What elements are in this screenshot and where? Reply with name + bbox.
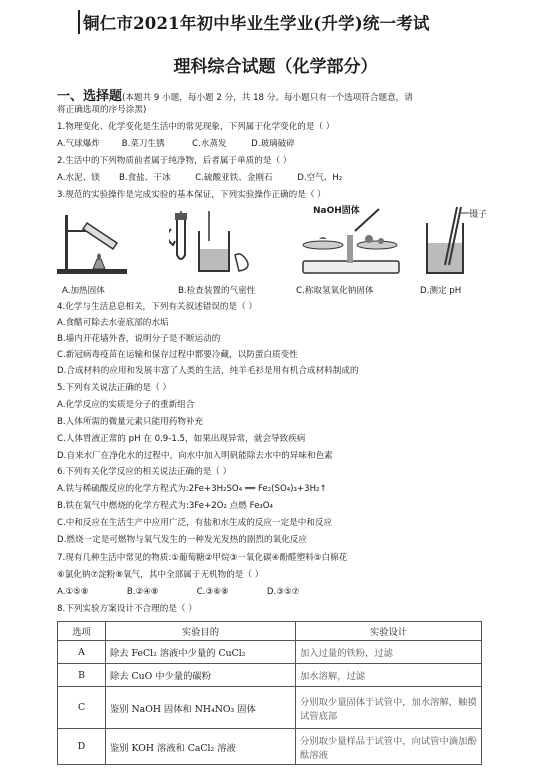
table-header-cell: 实验目的 <box>106 622 296 641</box>
q7-stem-line2: ⑥氯化钠⑦淀粉⑧氧气，其中全部属于无机物的是（ ） <box>57 570 264 580</box>
q7-options: A.①⑤⑧ B.②④⑧ C.③⑥⑧ D.③⑤⑦ <box>57 587 300 597</box>
table-cell: 分别取少量固体于试管中，加水溶解，触摸试管底部 <box>296 687 482 729</box>
q1-stem: 1.物理变化、化学变化是生活中的常见现象，下列属于化学变化的是（ ） <box>57 122 335 132</box>
q6-option-c: C.中和反应在生活生产中应用广泛，有盐和水生成的反应一定是中和反应 <box>57 518 333 528</box>
q5-stem: 5.下列有关说法正确的是（ ） <box>57 383 172 393</box>
section-title: 一、选择题 <box>57 89 123 104</box>
q3-option-c: C.称取氢氧化钠固体 <box>296 286 374 296</box>
table-header-row <box>58 622 482 641</box>
table-row <box>58 687 482 729</box>
airtightness-figure <box>169 211 259 275</box>
q3-option-a: A.加热固体 <box>62 286 105 296</box>
table-header-cell: 选项 <box>58 622 106 641</box>
q5-option-c: C.人体胃液正常的 pH 在 0.9-1.5，如果出现异常，就会导致疾病 <box>57 434 306 444</box>
q3-stem: 3.规范的实验操作是完成实验的基本保证，下列实验操作正确的是（ ） <box>57 190 326 200</box>
q4-option-b: B.墙内开花墙外香，说明分子是不断运动的 <box>57 334 221 344</box>
q8-stem: 8.下列实验方案设计不合理的是（ ） <box>57 604 197 614</box>
q5-option-a: A.化学反应的实质是分子的重新组合 <box>57 400 195 410</box>
q1-options: A.气球爆炸 B.菜刀生锈 C.水蒸发 D.玻璃破碎 <box>57 139 295 149</box>
section-heading <box>57 85 413 104</box>
balance-figure <box>295 203 405 279</box>
table-cell: 加入过量的铁粉，过滤 <box>296 641 482 664</box>
table-row <box>58 729 482 765</box>
table-cell: 除去 CuO 中少量的碳粉 <box>106 664 296 687</box>
table-cell: 加水溶解，过滤 <box>296 664 482 687</box>
table-row <box>58 641 482 664</box>
naoh-label: NaOH固体 <box>313 206 360 216</box>
q3-figures <box>57 203 487 281</box>
table-cell: C <box>58 687 106 729</box>
table-header-cell: 实验设计 <box>296 622 482 641</box>
tweezers-label: 镊子 <box>469 210 488 220</box>
heating-solid-figure <box>57 209 137 275</box>
table-cell: 鉴别 KOH 溶液和 CaCl₂ 溶液 <box>106 729 296 765</box>
q3-option-d: D.测定 pH <box>420 286 462 296</box>
q6-option-a: A.铁与稀硫酸反应的化学方程式为:2Fe+3H₂SO₄ ══ Fe₂(SO₄)₃+3H₂↑ <box>57 484 327 494</box>
q4-option-a: A.食醋可除去水壶底部的水垢 <box>57 318 169 328</box>
q8-table <box>57 621 482 765</box>
q4-option-d: D.合成材料的应用和发展丰富了人类的生活，纯羊毛衫是用有机合成材料制成的 <box>57 366 359 376</box>
exam-subtitle: 理科综合试题（化学部分） <box>173 57 378 77</box>
q5-option-d: D.自来水厂在净化水的过程中，向水中加入明矾能除去水中的异味和色素 <box>57 451 333 461</box>
q2-options: A.水泥、镁 B.食盐、干冰 C.硫酸亚铁、金刚石 D.空气、H₂ <box>57 173 343 183</box>
ph-test-figure <box>417 203 497 279</box>
q7-stem-line1: 7.现有几种生活中常见的物质:①葡萄糖②甲烷③一氧化碳④酚醛塑料⑤白棉花 <box>57 553 348 563</box>
table-cell: 鉴别 NaOH 固体和 NH₄NO₃ 固体 <box>106 687 296 729</box>
table-cell: A <box>58 641 106 664</box>
section-note: (本题共 9 小题，每小题 2 分，共 18 分。每小题只有一个选项符合题意，请 <box>122 93 413 103</box>
exam-title: 铜仁市2021年初中毕业生学业(升学)统一考试 <box>78 10 478 34</box>
q6-stem: 6.下列有关化学反应的相关说法正确的是（ ） <box>57 467 232 477</box>
table-row <box>58 664 482 687</box>
q4-option-c: C.新冠病毒疫苗在运输和保存过程中都要冷藏，以防蛋白质变性 <box>57 350 298 360</box>
table-cell: D <box>58 729 106 765</box>
q4-stem: 4.化学与生活息息相关，下列有关叙述错误的是（ ） <box>57 302 257 312</box>
q3-option-b: B.检查装置的气密性 <box>178 286 256 296</box>
q6-option-d: D.燃烧一定是可燃物与氧气发生的一种发光发热的剧烈的氧化反应 <box>57 535 307 545</box>
q6-option-b: B.铁在氧气中燃烧的化学方程式为:3Fe+2O₂ 点燃 Fe₃O₄ <box>57 501 274 511</box>
table-cell: 分别取少量样品于试管中，向试管中滴加酚酞溶液 <box>296 729 482 765</box>
table-cell: B <box>58 664 106 687</box>
section-note-cont: 将正确选项的序号涂黑) <box>57 105 147 115</box>
table-cell: 除去 FeCl₂ 溶液中少量的 CuCl₂ <box>106 641 296 664</box>
q5-option-b: B.人体所需的微量元素只能用药物补充 <box>57 417 204 427</box>
q2-stem: 2.生活中的下列物质前者属于纯净物，后者属于单质的是（ ） <box>57 156 292 166</box>
